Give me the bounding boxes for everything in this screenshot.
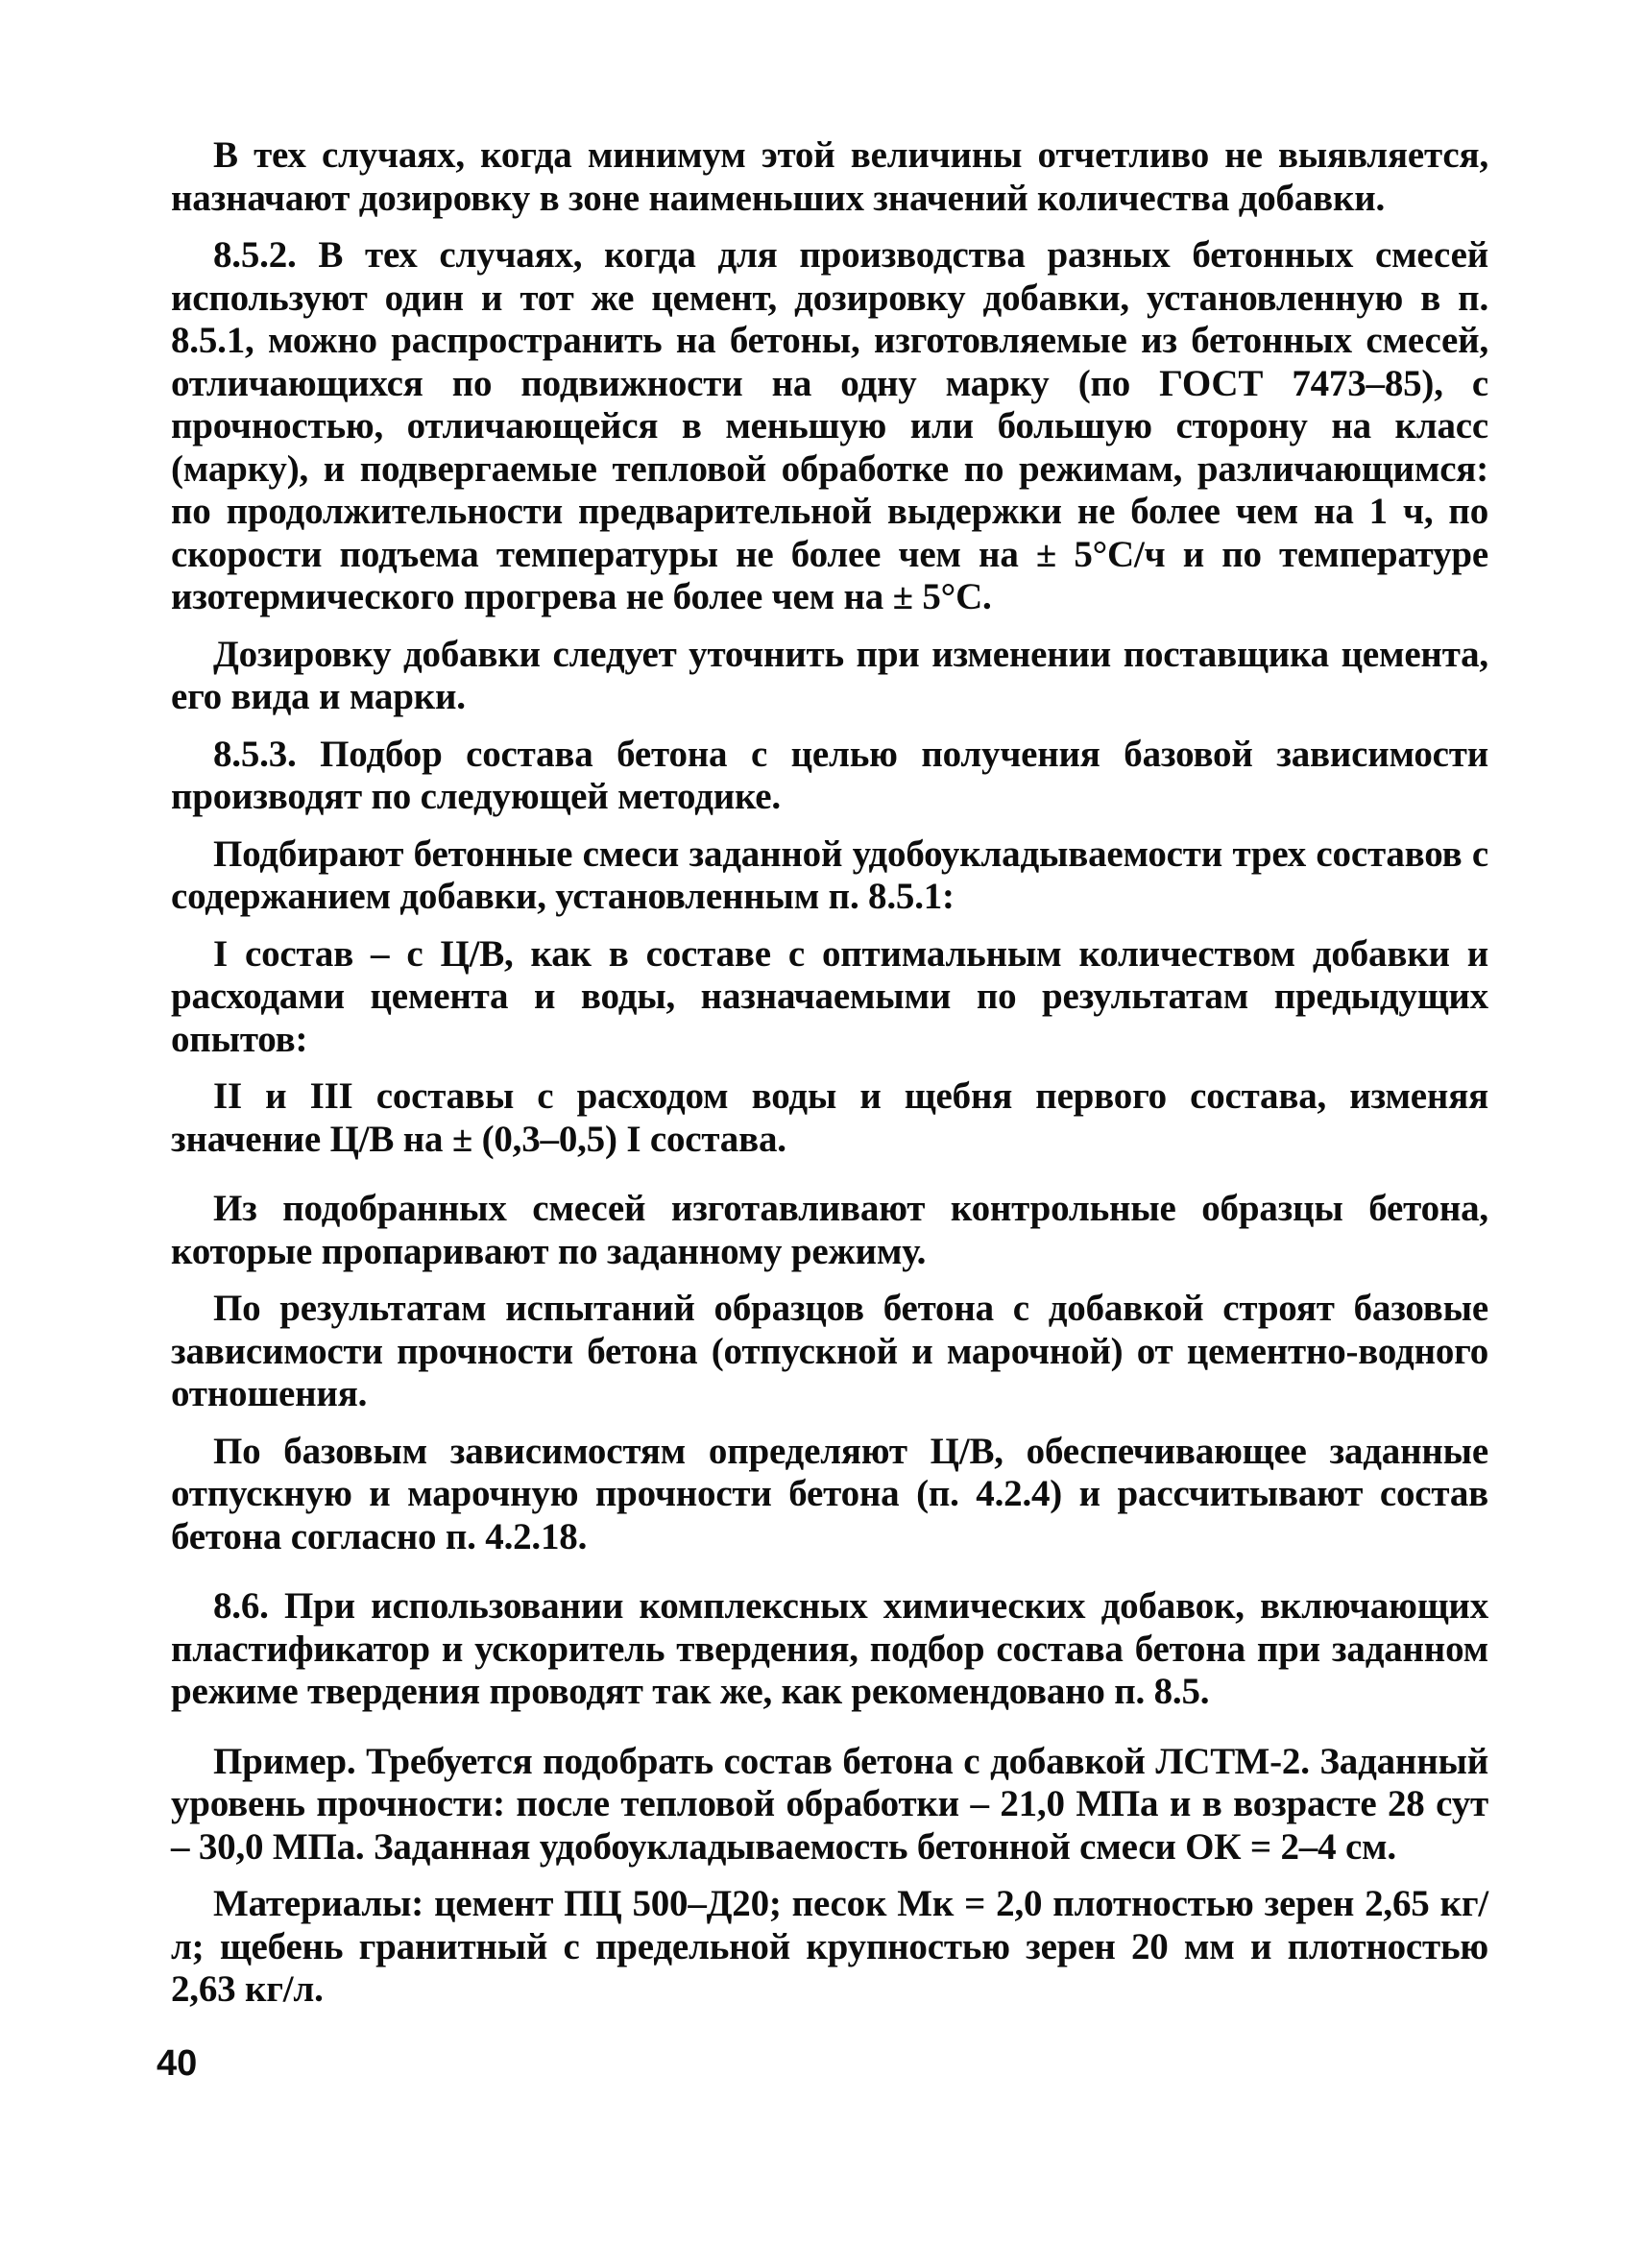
paragraph-base-dependencies: По результатам испытаний образцов бетона с добавкой строят базовые зависимости прочности бетона (отпускной и марочной) от цементно-водного отношения.	[171, 1288, 1488, 1414]
paragraph-mixes-two-three: II и III составы с расходом воды и щебня первого состава, изменяя значение Ц/В на ± (0,3–0,5) I состава.	[171, 1075, 1488, 1160]
paragraph-materials: Материалы: цемент ПЦ 500–Д20; песок Мк = 2,0 плотностью зерен 2,65 кг/л; щебень гранитный с предельной крупностью зерен 20 мм и плотностью 2,63 кг/л.	[171, 1883, 1488, 2010]
paragraph-example	[171, 1741, 1488, 1870]
example-lead: Пример.	[213, 1740, 356, 1782]
paragraph-8-5-3: 8.5.3. Подбор состава бетона с целью получения базовой зависимости производят по следующей методике.	[171, 733, 1488, 817]
page-number: 40	[157, 2043, 198, 2084]
paragraph-8-6: 8.6. При использовании комплексных химических добавок, включающих пластификатор и ускоритель твердения, подбор состава бетона при заданном режиме твердения проводят так же, как рекомендовано п. 8.5.	[171, 1585, 1488, 1712]
paragraph-mix-one: I состав – с Ц/В, как в составе с оптимальным количеством добавки и расходами цемента и воды, назначаемыми по результатам предыдущих опытов:	[171, 932, 1488, 1060]
example-text: Требуется подобрать состав бетона с добавкой ЛСТМ-2. Заданный уровень прочности: после тепловой обработки – 21,0 МПа и в возрасте 28 сут – 30,0 МПа. Заданная удобоукладываемость бетонной смеси ОК = 2–4 см.	[171, 1740, 1488, 1868]
paragraph-dosage-refinement: Дозировку добавки следует уточнить при изменении поставщика цемента, его вида и марки.	[171, 633, 1488, 717]
paragraph-control-samples: Из подобранных смесей изготавливают контрольные образцы бетона, которые пропаривают по заданному режиму.	[171, 1188, 1488, 1272]
page-body	[171, 134, 1488, 2012]
paragraph-dosage-minimum: В тех случаях, когда минимум этой величины отчетливо не выявляется, назначают дозировку в зоне наименьших значений количества добавки.	[171, 134, 1488, 219]
paragraph-three-mixes: Подбирают бетонные смеси заданной удобоукладываемости трех составов с содержанием добавки, установленным п. 8.5.1:	[171, 832, 1488, 917]
paragraph-determine-cw: По базовым зависимостям определяют Ц/В, обеспечивающее заданные отпускную и марочную прочности бетона (п. 4.2.4) и рассчитывают состав бетона согласно п. 4.2.18.	[171, 1430, 1488, 1557]
paragraph-8-5-2: 8.5.2. В тех случаях, когда для производства разных бетонных смесей используют один и тот же цемент, дозировку добавки, установленную в п. 8.5.1, можно распространить на бетоны, изготовляемые из бетонных смесей, отличающихся по подвижности на одну марку (по ГОСТ 7473–85), с прочностью, отличающейся в меньшую или большую сторону на класс (марку), и подвергаемые тепловой обработке по режимам, различающимся: по продолжительности предварительной выдержки не более чем на 1 ч, по скорости подъема температуры не более чем на ± 5°С/ч и по температуре изотермического прогрева не более чем на ± 5°С.	[171, 234, 1488, 617]
